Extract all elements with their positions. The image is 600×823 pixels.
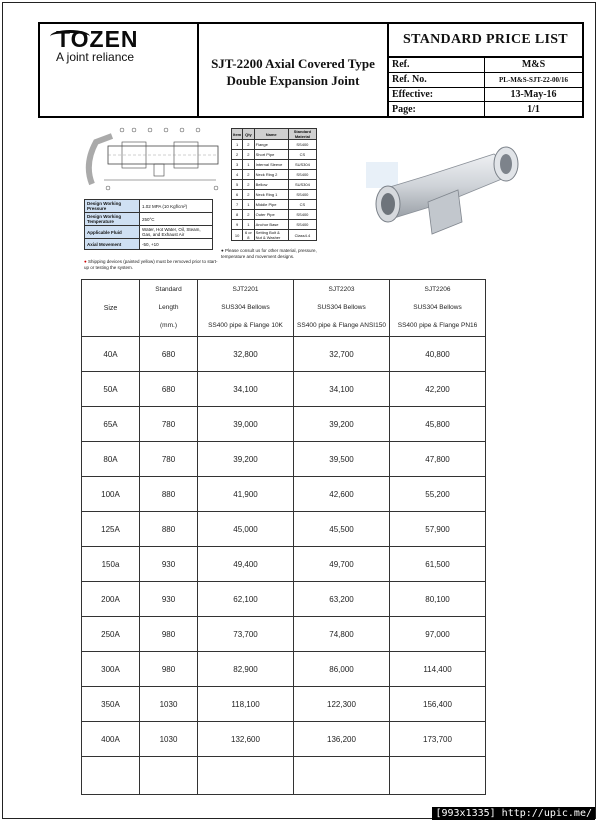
bom-cell: 4 — [232, 170, 243, 180]
company-logo — [40, 24, 199, 116]
bom-cell: SUS304 — [288, 160, 316, 170]
bom-cell: Flange — [254, 140, 288, 150]
bom-row — [232, 150, 317, 160]
bom-row — [232, 140, 317, 150]
col-model-header — [198, 280, 294, 337]
meta-value: 13-May-16 — [510, 88, 557, 100]
table-row — [82, 512, 486, 547]
bom-cell: Anchor Base — [254, 220, 288, 230]
length-cell: 1030 — [140, 687, 198, 722]
spec-key: Axial Movement — [85, 239, 140, 250]
length-header-line: Length — [158, 304, 179, 311]
price-cell: 61,500 — [390, 547, 486, 582]
length-cell: 930 — [140, 547, 198, 582]
bom-cell: Outer Pipe — [254, 210, 288, 220]
bom-cell: SUS304 — [288, 180, 316, 190]
design-spec-table — [84, 199, 213, 250]
price-cell: 82,900 — [198, 652, 294, 687]
spec-key: Design Working Pressure — [85, 200, 140, 213]
price-table — [81, 279, 486, 795]
price-table-body — [82, 337, 486, 795]
table-row — [82, 477, 486, 512]
bom-cell: 2 — [243, 180, 254, 190]
bom-cell: Bellow — [254, 180, 288, 190]
price-cell: 57,900 — [390, 512, 486, 547]
price-cell: 74,800 — [294, 617, 390, 652]
bom-cell: Internal Sleeve — [254, 160, 288, 170]
col-model-header — [390, 280, 486, 337]
bom-row — [232, 190, 317, 200]
length-cell: 680 — [140, 372, 198, 407]
length-cell: 680 — [140, 337, 198, 372]
bom-header: Qty — [243, 129, 254, 140]
bom-cell: Short Pipe — [254, 150, 288, 160]
price-cell: 49,700 — [294, 547, 390, 582]
empty-cell — [140, 757, 198, 795]
table-row — [82, 547, 486, 582]
meta-key: Ref. — [389, 58, 485, 72]
spec-value: Water, Hot Water, Oil, Steam, Gas, and Exhaust Air — [140, 226, 213, 239]
price-cell: 39,500 — [294, 442, 390, 477]
shipping-note — [84, 259, 218, 270]
price-cell: 55,200 — [390, 477, 486, 512]
meta-row-ref — [389, 58, 582, 73]
table-row — [82, 372, 486, 407]
model-bellows: SUS304 Bellows — [317, 304, 366, 311]
spec-key: Applicable Fluid — [85, 226, 140, 239]
bom-cell: Middle Pipe — [254, 200, 288, 210]
table-row — [82, 722, 486, 757]
bom-cell: CS — [288, 150, 316, 160]
bom-cell: 1 — [243, 220, 254, 230]
bom-cell: SS400 — [288, 140, 316, 150]
meta-key: Page: — [389, 102, 485, 116]
bom-row — [232, 180, 317, 190]
price-cell: 97,000 — [390, 617, 486, 652]
meta-block — [389, 24, 582, 116]
model-pipe: SS400 pipe & Flange ANSI150 — [297, 322, 386, 329]
empty-cell — [198, 757, 294, 795]
bom-cell: 2 — [243, 210, 254, 220]
table-row — [82, 442, 486, 477]
bom-cell: 1 — [243, 200, 254, 210]
title-line-1: SJT-2200 Axial Covered Type — [211, 56, 375, 71]
bom-header-row — [232, 129, 317, 140]
price-cell: 132,600 — [198, 722, 294, 757]
price-cell: 173,700 — [390, 722, 486, 757]
length-cell: 1030 — [140, 722, 198, 757]
meta-value: M&S — [521, 59, 546, 71]
spec-row — [85, 239, 213, 250]
spec-key: Design Working Temperature — [85, 213, 140, 226]
length-cell: 880 — [140, 512, 198, 547]
size-cell: 65A — [82, 407, 140, 442]
logo-wordmark: TOZEN — [56, 26, 139, 52]
bom-row — [232, 210, 317, 220]
meta-key: Ref. No. — [389, 73, 485, 87]
meta-row-effective — [389, 88, 582, 103]
bom-cell: 1 — [243, 160, 254, 170]
meta-row-ref-no — [389, 73, 582, 88]
bom-cell: SS400 — [288, 170, 316, 180]
spec-row — [85, 226, 213, 239]
price-cell: 32,700 — [294, 337, 390, 372]
price-cell: 40,800 — [390, 337, 486, 372]
bom-body — [232, 140, 317, 241]
meta-value: PL-M&S-SJT-22-00/16 — [499, 75, 568, 84]
product-title — [211, 55, 375, 89]
size-cell: 125A — [82, 512, 140, 547]
model-code: SJT2201 — [232, 286, 259, 293]
model-code: SJT2206 — [424, 286, 451, 293]
price-cell: 62,100 — [198, 582, 294, 617]
bom-header: Item — [232, 129, 243, 140]
bom-cell: 1 — [232, 140, 243, 150]
price-cell: 41,900 — [198, 477, 294, 512]
price-cell: 34,100 — [294, 372, 390, 407]
bom-cell: 2 — [243, 190, 254, 200]
price-cell: 156,400 — [390, 687, 486, 722]
price-cell: 42,600 — [294, 477, 390, 512]
bom-cell: SS400 — [288, 210, 316, 220]
bom-cell: 5 — [232, 180, 243, 190]
bom-cell: Setting Bolt & Nut & Washer — [254, 230, 288, 241]
logo-tagline: A joint reliance — [56, 50, 135, 64]
model-pipe: SS400 pipe & Flange PN16 — [397, 322, 478, 329]
bom-cell: 6 or 8 — [243, 230, 254, 241]
price-cell: 47,800 — [390, 442, 486, 477]
price-cell: 80,100 — [390, 582, 486, 617]
meta-value: 1/1 — [527, 103, 540, 115]
bom-row — [232, 200, 317, 210]
empty-row — [82, 757, 486, 795]
spec-value: -50, +10 — [140, 239, 213, 250]
size-cell: 80A — [82, 442, 140, 477]
expansion-joint-photo — [366, 146, 528, 238]
size-cell: 300A — [82, 652, 140, 687]
bom-cell: SS400 — [288, 190, 316, 200]
model-code: SJT2203 — [328, 286, 355, 293]
length-cell: 980 — [140, 617, 198, 652]
bom-row — [232, 220, 317, 230]
bom-row — [232, 170, 317, 180]
bom-note — [221, 248, 319, 259]
col-size-header: Size — [82, 280, 140, 337]
price-cell: 118,100 — [198, 687, 294, 722]
price-header-row — [82, 280, 486, 337]
price-cell: 45,500 — [294, 512, 390, 547]
length-cell: 780 — [140, 442, 198, 477]
price-cell: 63,200 — [294, 582, 390, 617]
size-cell: 200A — [82, 582, 140, 617]
size-cell: 350A — [82, 687, 140, 722]
bom-cell: 2 — [243, 170, 254, 180]
size-cell: 150a — [82, 547, 140, 582]
bom-cell: Neck Ring 2 — [254, 170, 288, 180]
bom-cell: 2 — [232, 150, 243, 160]
table-row — [82, 337, 486, 372]
length-cell: 780 — [140, 407, 198, 442]
bom-cell: 6 — [232, 190, 243, 200]
bom-cell: 3 — [232, 160, 243, 170]
size-cell: 50A — [82, 372, 140, 407]
spec-row — [85, 213, 213, 226]
model-bellows: SUS304 Bellows — [221, 304, 270, 311]
document-header — [38, 22, 584, 118]
bom-cell: 2 — [243, 140, 254, 150]
price-cell: 39,000 — [198, 407, 294, 442]
spec-value: 250°C — [140, 213, 213, 226]
bom-cell: 10 — [232, 230, 243, 241]
bom-cell: 8 — [232, 210, 243, 220]
price-cell: 49,400 — [198, 547, 294, 582]
table-row — [82, 687, 486, 722]
price-cell: 114,400 — [390, 652, 486, 687]
price-cell: 39,200 — [198, 442, 294, 477]
meta-key: Effective: — [389, 88, 485, 102]
bom-cell: SS400 — [288, 220, 316, 230]
bom-row — [232, 160, 317, 170]
size-cell: 100A — [82, 477, 140, 512]
model-pipe: SS400 pipe & Flange 10K — [208, 322, 283, 329]
price-cell: 136,200 — [294, 722, 390, 757]
price-cell: 32,800 — [198, 337, 294, 372]
price-list-heading: STANDARD PRICE LIST — [389, 24, 582, 58]
length-header-line: (mm.) — [160, 322, 177, 329]
bom-cell: CS — [288, 200, 316, 210]
table-row — [82, 652, 486, 687]
bom-cell: 9 — [232, 220, 243, 230]
price-cell: 39,200 — [294, 407, 390, 442]
price-cell: 86,000 — [294, 652, 390, 687]
bullet-icon: ● — [84, 259, 87, 264]
empty-cell — [82, 757, 140, 795]
size-cell: 250A — [82, 617, 140, 652]
length-cell: 880 — [140, 477, 198, 512]
table-row — [82, 582, 486, 617]
bom-header: Standard Material — [288, 129, 316, 140]
price-cell: 45,000 — [198, 512, 294, 547]
shipping-note-text: Shipping devices (painted yellow) must be removed prior to start-up or testing the system. — [84, 259, 218, 270]
length-cell: 930 — [140, 582, 198, 617]
title-line-2: Double Expansion Joint — [226, 73, 360, 88]
meta-row-page — [389, 102, 582, 116]
size-cell: 40A — [82, 337, 140, 372]
spec-row — [85, 200, 213, 213]
bom-cell: 2 — [243, 150, 254, 160]
bom-cell: Neck Ring 1 — [254, 190, 288, 200]
col-model-header — [294, 280, 390, 337]
empty-cell — [390, 757, 486, 795]
bom-cell: 7 — [232, 200, 243, 210]
bullet-icon: ● — [221, 248, 224, 253]
price-cell: 122,300 — [294, 687, 390, 722]
table-row — [82, 617, 486, 652]
empty-cell — [294, 757, 390, 795]
price-cell: 34,100 — [198, 372, 294, 407]
length-cell: 980 — [140, 652, 198, 687]
length-header-line: Standard — [155, 286, 182, 293]
model-bellows: SUS304 Bellows — [413, 304, 462, 311]
price-cell: 45,800 — [390, 407, 486, 442]
bom-header: Name — [254, 129, 288, 140]
watermark: [993x1335] http://upic.me/ — [432, 807, 595, 820]
price-cell: 73,700 — [198, 617, 294, 652]
bom-note-text: Please consult us for other material, pressure, temperature and movement designs. — [221, 248, 317, 259]
col-length-header — [140, 280, 198, 337]
bill-of-materials-table — [231, 128, 317, 241]
spec-value: 1.02 MPA (10 Kgf/cm²) — [140, 200, 213, 213]
table-row — [82, 407, 486, 442]
product-title-cell — [199, 24, 389, 116]
bom-cell: Class4.4 — [288, 230, 316, 241]
technical-drawing — [82, 124, 220, 194]
bom-row — [232, 230, 317, 241]
price-cell: 42,200 — [390, 372, 486, 407]
size-cell: 400A — [82, 722, 140, 757]
